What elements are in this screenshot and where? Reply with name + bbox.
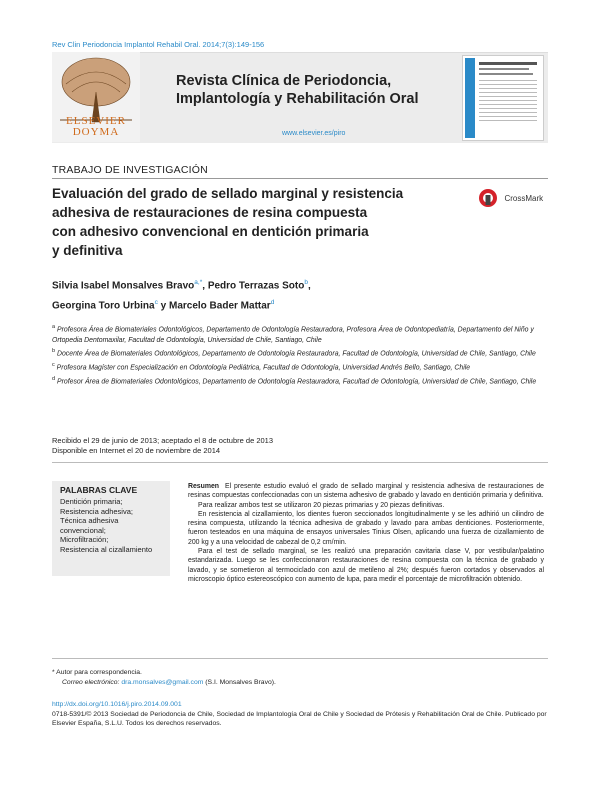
author-name[interactable]: Pedro Terrazas Soto: [207, 280, 305, 292]
keyword-item: Dentición primaria;: [60, 497, 123, 506]
keyword-item: Resistencia adhesiva;: [60, 506, 133, 516]
received-date: Recibido el 29 de junio de 2013; aceptado el 8 de octubre de 2013: [52, 436, 274, 445]
author-list: [52, 274, 472, 315]
title-line: con adhesivo convencional en dentición primaria: [52, 224, 369, 239]
copyright-text: 0718-5391/© 2013 Sociedad de Periodoncia de Chile, Sociedad de Implantología Oral de Chile y Sociedad de Prótesis y Rehabilitación Oral de Chile. Publicado por Elsevier España, S.L.U. Todos los derechos reservados.: [52, 710, 547, 727]
title-line: Evaluación del grado de sellado marginal y resistencia: [52, 186, 404, 201]
dates-divider: [52, 462, 548, 463]
elsevier-logo: [52, 52, 140, 142]
affiliation-item: [52, 360, 552, 374]
affiliation-item: [52, 374, 552, 388]
author-name[interactable]: Georgina Toro Urbina: [52, 300, 155, 312]
author-name[interactable]: Marcelo Bader Mattar: [168, 300, 271, 312]
crossmark-icon: [478, 188, 498, 208]
abstract-divider: [52, 658, 548, 659]
affiliation-text: Profesor Área de Biomateriales Odontológicos, Departamento de Odontología Restauradora, Facultad de Odontología, Universidad de Chile, Santiago, Chile: [56, 378, 537, 386]
keywords-box: [52, 481, 170, 576]
affiliation-item: [52, 322, 552, 346]
doi-copyright: [52, 700, 548, 729]
crossmark-badge[interactable]: [478, 188, 543, 208]
affiliation-mark: c: [52, 362, 55, 369]
journal-cover-thumbnail: [462, 55, 544, 141]
abstract-text: El presente estudio evaluó el grado de sellado marginal y resistencia adhesiva de restauraciones de resinas compuestas confeccionadas con un sistema adhesivo de grabado y lavado en dentición primaria y definitiva.: [188, 483, 544, 500]
affiliation-item: [52, 346, 552, 360]
keyword-item: Microfiltración;: [60, 535, 109, 544]
email-owner: (S.I. Monsalves Bravo).: [205, 678, 276, 686]
affiliation-text: Profesora Área de Biomateriales Odontológicos, Departamento de Odontología Restauradora, Profesora Área de Odontopediatría, Departamento del Niño y Ortopedia Dentomaxilar, Facultad de Odontología, Universidad de Chile, Santiago, Chile: [52, 326, 534, 344]
affiliation-mark: d: [52, 375, 56, 382]
abstract-paragraph: [188, 482, 544, 501]
section-divider: [52, 178, 548, 179]
author-email-link[interactable]: dra.monsalves@gmail.com: [121, 678, 204, 686]
affiliation-mark: b: [52, 348, 56, 355]
author-affil-mark[interactable]: a,*: [194, 279, 203, 286]
author-affil-mark[interactable]: c: [154, 299, 158, 307]
affiliation-text: Docente Área de Biomateriales Odontológicos, Departamento de Odontología Restauradora, Facultad de Odontología, Universidad de Chile, Santiago, Chile: [56, 350, 536, 358]
cover-thumbnail-graphic: [463, 56, 543, 140]
author-separator: ,: [202, 280, 208, 292]
keyword-item: Resistencia al cizallamiento: [60, 544, 153, 554]
correspondence-note: [52, 668, 276, 687]
affiliation-mark: a: [52, 324, 56, 330]
journal-website-link[interactable]: www.elsevier.es/piro: [282, 130, 346, 137]
author-name[interactable]: Silvia Isabel Monsalves Bravo: [52, 280, 195, 292]
title-line: y definitiva: [52, 243, 123, 258]
affiliations: [52, 322, 552, 388]
keywords-heading: PALABRAS CLAVE: [60, 485, 138, 495]
title-line: adhesiva de restauraciones de resina compuesta: [52, 205, 368, 220]
abstract-paragraph: En resistencia al cizallamiento, los dientes fueron seccionados longitudinalmente y se les adhirió un cilindro de resina compuesta, utilizando la técnica adhesiva de grabado y lavado para ambas denticiones. Posteriormente, fueron testeados en una máquina de ensayos universales Tinius Olsen, aplicando una fuerza de cizallamiento de 200 kg y a una velocidad de cabezal de 0,2 cm/min.: [188, 510, 544, 546]
article-section: TRABAJO DE INVESTIGACIÓN: [52, 164, 208, 176]
author-affil-mark[interactable]: b: [304, 279, 308, 286]
doi-link[interactable]: http://dx.doi.org/10.1016/j.piro.2014.09.001: [52, 701, 182, 708]
publisher-logo-text: ELSEVIER DOYMA: [66, 115, 126, 138]
affiliation-text: Profesora Magíster con Especialización en Odontología Pediátrica, Facultad de Odontología, Universidad Andrés Bello, Santiago, Chile: [56, 364, 471, 372]
author-separator: ,: [307, 280, 311, 292]
crossmark-label: CrossMark: [504, 193, 544, 203]
article-title: [52, 184, 432, 260]
abstract-label: Resumen: [188, 483, 220, 490]
abstract-paragraph: Para el test de sellado marginal, se les realizó una preparación cavitaria clase V, por vestibular/palatino estandarizada. Luego se les confeccionaron restauraciones de resina compuesta con la técnica de grabado y lavado, y se sometieron al termociclado con azul de metileno al 2%; después fueron cortados y observados al microscopio óptico estereoscópico con aumento de lupa, para medir el porcentaje de microfiltración obtenido.: [188, 548, 544, 583]
abstract: [188, 482, 544, 584]
corr-label: Autor para correspondencia.: [56, 669, 142, 676]
email-label: Correo electrónico:: [62, 678, 120, 686]
journal-name-line1: Revista Clínica de Periodoncia,: [176, 73, 392, 89]
journal-citation[interactable]: Rev Clin Periodoncia Implantol Rehabil Oral. 2014;7(3):149-156: [52, 40, 265, 49]
author-affil-mark[interactable]: d: [270, 299, 275, 307]
online-date: Disponible en Internet el 20 de noviembre de 2014: [52, 446, 221, 455]
journal-name-line2: Implantología y Rehabilitación Oral: [176, 91, 419, 107]
keyword-item: Técnica adhesiva convencional;: [60, 516, 119, 535]
author-separator: y: [157, 300, 169, 312]
article-dates: [52, 436, 273, 456]
journal-name: [176, 72, 419, 108]
abstract-paragraph: Para realizar ambos test se utilizaron 20 piezas primarias y 20 piezas definitivas.: [198, 501, 445, 509]
asterisk-mark: *: [52, 669, 55, 676]
